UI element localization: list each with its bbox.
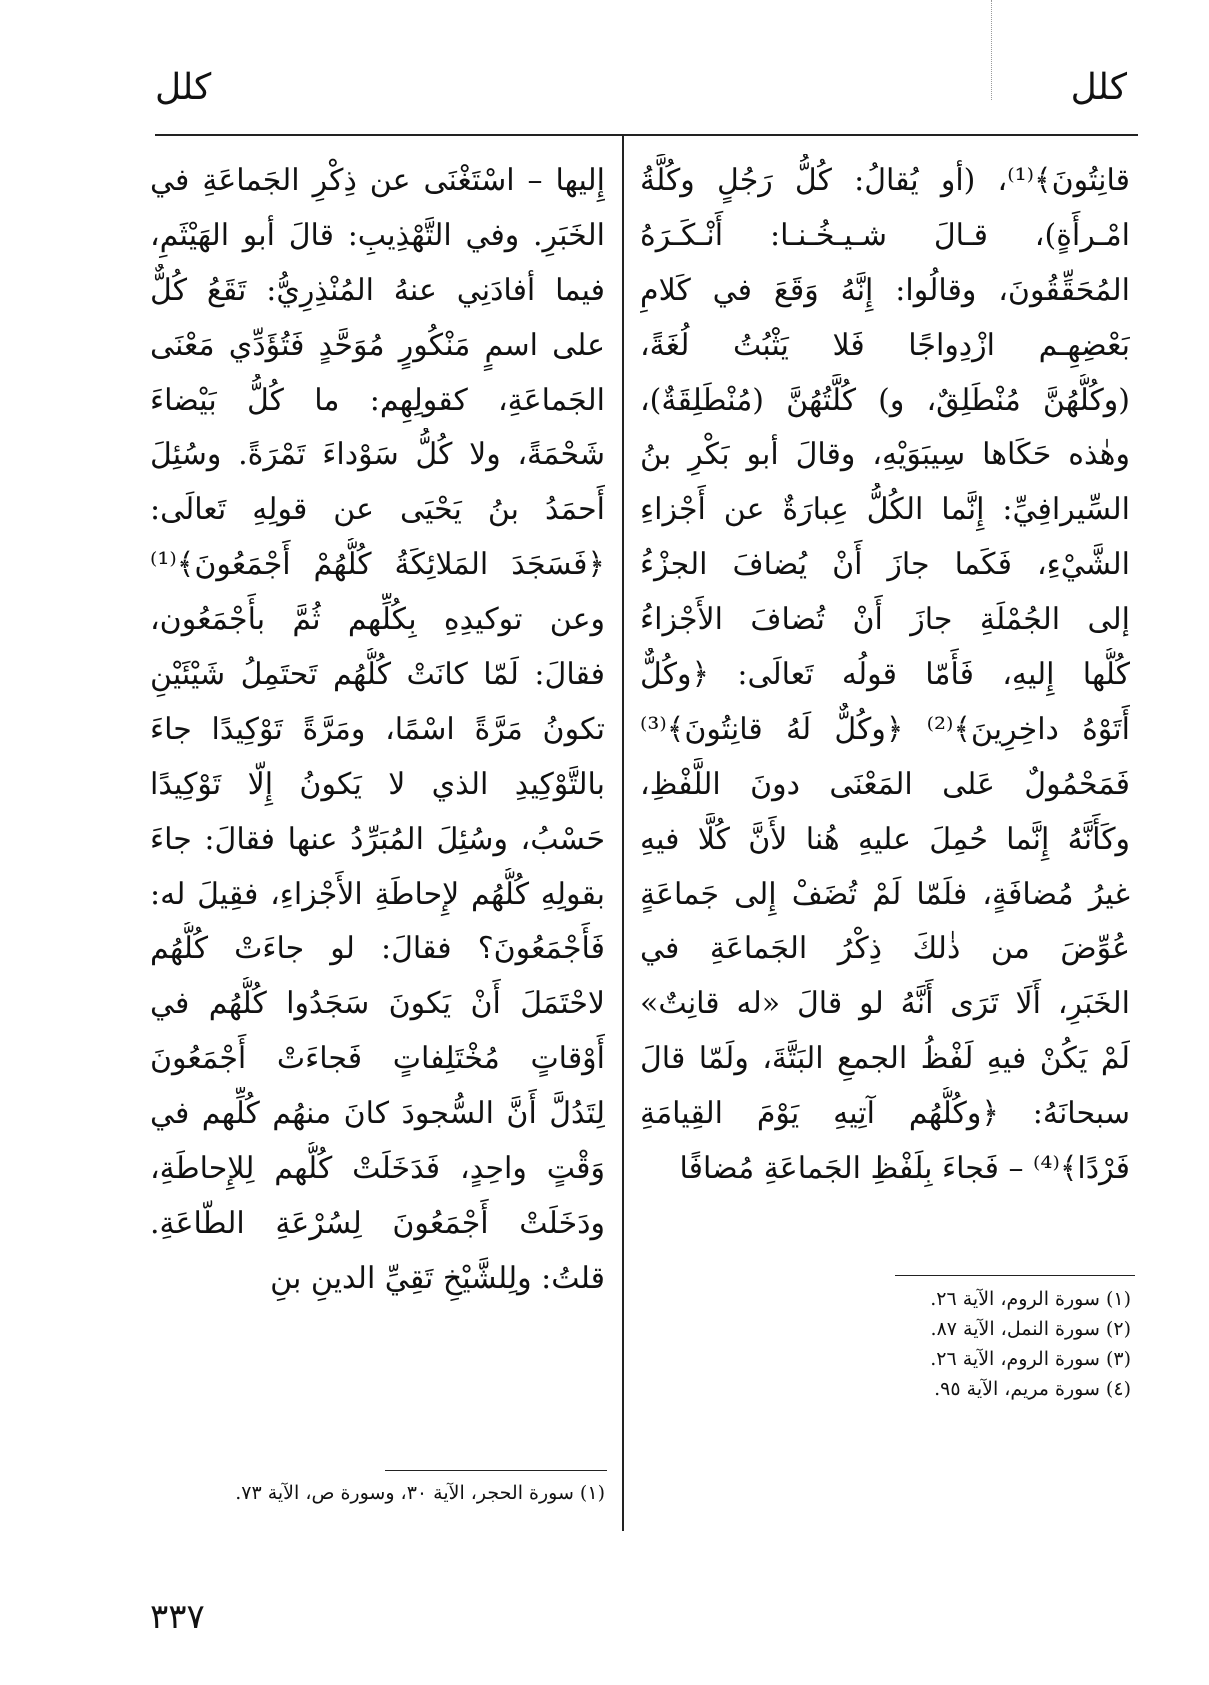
text-line: حَسْبُ، وسُئِلَ المُبَرِّدُ عنها فقالَ: جاءَ bbox=[150, 821, 605, 857]
text-line: الخَبَرِ. وفي التَّهْذِيبِ: قالَ أبو الهَيْثَمِ، bbox=[150, 217, 605, 253]
footnote-item: (٣) سورة الروم، الآية ٢٦. bbox=[930, 1348, 1131, 1370]
footnotes-right bbox=[831, 1284, 1131, 1404]
text-line: قلتُ: ولِلشَّيْخِ تَقِيِّ الدينِ بنِ bbox=[270, 1260, 605, 1296]
header-rule bbox=[155, 134, 1138, 136]
text-line: بَعْضِهِـم ازْدِواجًا فَلا يَثْبُتُ لُغَةً، bbox=[640, 327, 1130, 363]
text-line: تكونُ مَرَّةً اسْمًا، ومَرَّةً تَوْكِيدًا جاءَ bbox=[150, 711, 605, 747]
page-number: ٣٣٧ bbox=[150, 1597, 205, 1637]
left-column-text bbox=[150, 154, 605, 1307]
text-line: أَحمَدُ بنُ يَحْيَى عن قولِهِ تَعالَى: bbox=[150, 492, 605, 528]
right-column-text bbox=[640, 154, 1130, 1197]
text-line: الشَّيْءِ، فَكَما جازَ أَنْ يُضافَ الجزْءُ bbox=[640, 547, 1130, 583]
text-line: إلى الجُمْلَةِ جازَ أَنْ تُضافَ الأَجْزاءُ bbox=[640, 602, 1130, 638]
text-line: فيما أفادَنِي عنهُ المُنْذِرِيُّ: تَقَعُ كُلٌّ bbox=[150, 272, 605, 308]
text-line: أَتَوْهُ داخِرِينَ﴾⁽²⁾ ﴿وكُلٌّ لَهُ قانِتُونَ﴾⁽³⁾ bbox=[640, 711, 1130, 747]
footnote-item: (١) سورة الحجر، الآية ٣٠، وسورة ص، الآية ٧٣. bbox=[235, 1482, 605, 1504]
text-line: فقالَ: لَمّا كانَتْ كُلُّهُم تَحتَمِلُ شَيْئَيْنِ bbox=[150, 657, 605, 693]
text-line: وكَأَنَّهُ إِنَّما حُمِلَ عليهِ هُنا لأَنَّ كُلًّا فيهِ bbox=[640, 821, 1130, 857]
text-line: (وكُلُّهُنَّ مُنْطَلِقٌ، و) كُلَّتُهُنَّ (مُنْطَلِقَةٌ)، bbox=[640, 382, 1130, 418]
footnote-item: (٤) سورة مريم، الآية ٩٥. bbox=[934, 1378, 1131, 1400]
footnote-rule-right bbox=[895, 1275, 1135, 1276]
footnote-rule-left bbox=[385, 1470, 607, 1471]
text-line: بالتَّوْكِيدِ الذي لا يَكونُ إِلّا تَوْكِيدًا bbox=[150, 766, 605, 802]
text-line: لَمْ يَكُنْ فيهِ لَفْظُ الجمعِ البَتَّةَ، ولَمّا قالَ bbox=[640, 1041, 1130, 1077]
headword-right: كلل bbox=[1070, 67, 1127, 108]
footnotes-left bbox=[125, 1478, 605, 1508]
footnote-item: (٢) سورة النمل، الآية ٨٧. bbox=[930, 1318, 1131, 1340]
text-line: فَرْدًا﴾⁽⁴⁾ – فَجاءَ بِلَفْظِ الجَماعَةِ مُضافًا bbox=[679, 1151, 1130, 1187]
text-line: غيرُ مُضافَةٍ، فلَمّا لَمْ تُضَفْ إِلى جَماعَةٍ bbox=[640, 876, 1130, 912]
text-line: فَأَجْمَعُونَ؟ فقالَ: لو جاءَتْ كُلُّهُم bbox=[150, 931, 605, 967]
text-line: لاحْتَمَلَ أَنْ يَكونَ سَجَدُوا كُلُّهُم في bbox=[150, 986, 605, 1022]
text-line: فَمَحْمُولٌ عَلى المَعْنَى دونَ اللَّفْظِ، bbox=[640, 766, 1130, 802]
text-line: كُلُّها إِليهِ، فَأَمّا قولُه تَعالَى: ﴿وكُلٌّ bbox=[640, 657, 1130, 693]
text-line: سبحانَهُ: ﴿وكُلُّهُم آتِيهِ يَوْمَ القِيامَةِ bbox=[640, 1096, 1130, 1132]
text-line: أَوْقاتٍ مُخْتَلِفاتٍ فَجاءَتْ أَجْمَعُونَ bbox=[150, 1041, 605, 1077]
text-line: بقولِهِ كُلُّهُم لإِحاطَةِ الأَجْزاءِ، فقِيلَ له: bbox=[150, 876, 605, 912]
text-line: الجَماعَةِ، كقولِهِم: ما كُلُّ بَيْضاءَ bbox=[150, 382, 605, 418]
text-line: لِتَدُلَّ أَنَّ السُّجودَ كانَ منهُم كُلِّهم في bbox=[150, 1096, 605, 1132]
text-line: وهٰذه حَكَاها سِيبَوَيْهِ، وقالَ أبو بَكْرِ بنُ bbox=[640, 437, 1130, 473]
text-line: وَقْتٍ واحِدٍ، فَدَخَلَتْ كُلُّهم لِلإِحاطَةِ، bbox=[150, 1151, 605, 1187]
headword-left: كلل bbox=[155, 67, 212, 108]
text-line: وعن توكيدِهِ بِكُلِّهم ثُمَّ بأَجْمَعُون، bbox=[150, 602, 605, 638]
text-line: إِليها – اسْتَغْنَى عن ذِكْرِ الجَماعَةِ في bbox=[150, 163, 605, 198]
text-line: عُوِّضَ من ذٰلكَ ذِكْرُ الجَماعَةِ في bbox=[640, 931, 1130, 967]
text-line: السِّيرافِيِّ: إِنَّما الكُلُّ عِبارَةٌ عن أَجْزاءِ bbox=[640, 492, 1130, 528]
text-line: امْـرأَةٍ)، قـالَ شـيـخُـنـا: أَنْـكَـرَهُ bbox=[640, 217, 1130, 253]
text-line: ﴿فَسَجَدَ المَلائِكَةُ كُلُّهُمْ أَجْمَعُونَ﴾⁽¹⁾ bbox=[150, 547, 605, 583]
text-line: المُحَقِّقُونَ، وقالُوا: إِنَّهُ وَقَعَ في كَلامِ bbox=[640, 272, 1130, 308]
text-line: الخَبَرِ، أَلَا تَرَى أَنَّهُ لو قالَ «له قانِتٌ» bbox=[640, 986, 1130, 1022]
text-line: شَحْمَةً، ولا كُلُّ سَوْداءَ تَمْرَةً. وسُئِلَ bbox=[150, 437, 605, 473]
text-line: قانِتُونَ﴾⁽¹⁾، (أو يُقالُ: كُلُّ رَجُلٍ وكُلَّةُ bbox=[640, 163, 1130, 198]
text-line: على اسمٍ مَنْكُورٍ مُوَحَّدٍ فَتُؤَدِّي مَعْنَى bbox=[150, 327, 605, 363]
edge-mark bbox=[991, 0, 992, 100]
text-line: ودَخَلَتْ أَجْمَعُونَ لِسُرْعَةِ الطّاعَةِ. bbox=[150, 1205, 605, 1241]
footnote-item: (١) سورة الروم، الآية ٢٦. bbox=[930, 1288, 1131, 1310]
column-divider bbox=[622, 136, 624, 1531]
